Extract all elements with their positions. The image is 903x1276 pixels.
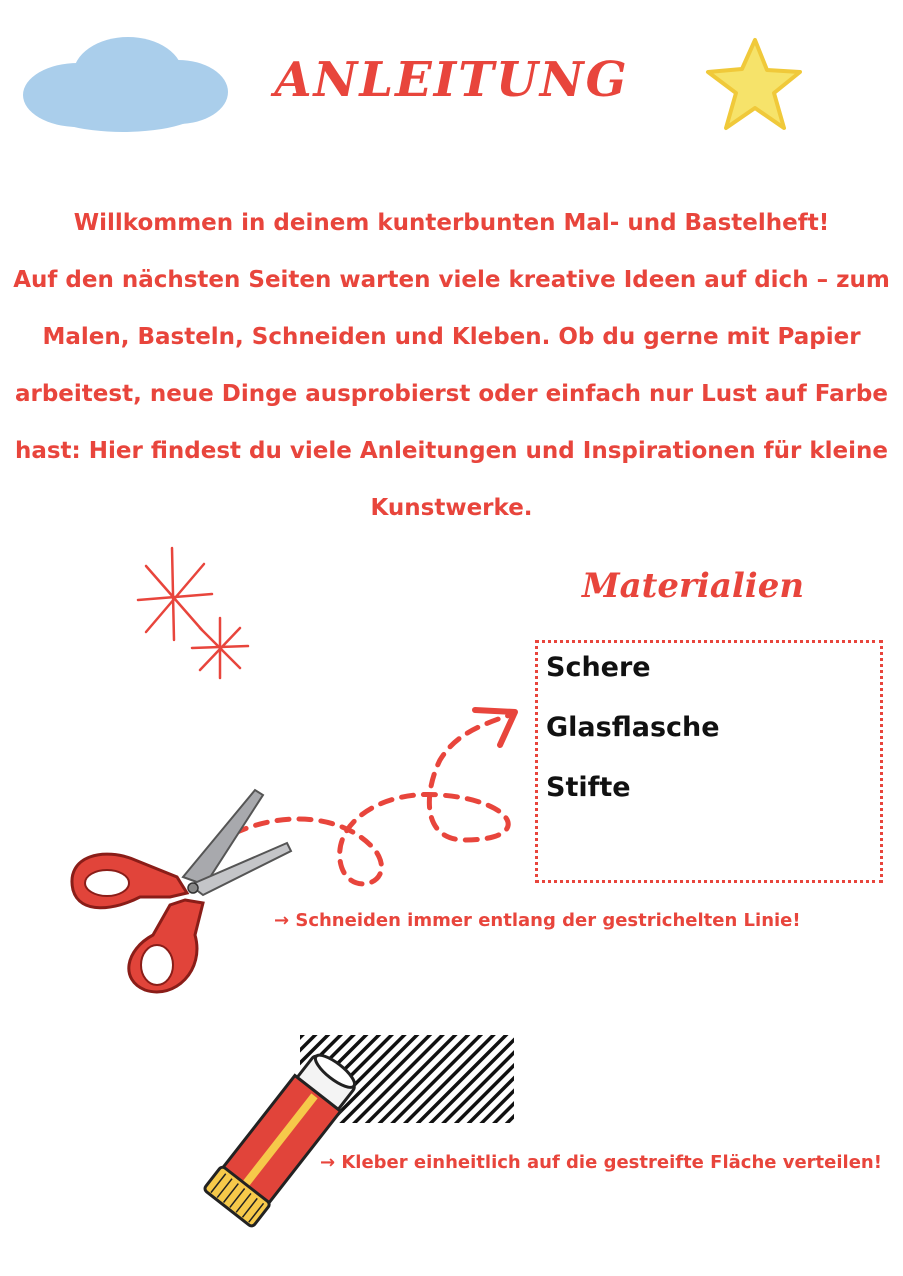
intro-line: hast: Hier findest du viele Anleitungen und Inspirationen für kleine <box>14 438 889 464</box>
intro-line: Willkommen in deinem kunterbunten Mal- und Bastelheft! <box>73 210 830 236</box>
material-item: Stifte <box>546 772 631 803</box>
material-item: Schere <box>546 652 651 683</box>
scissors-icon <box>65 785 295 1005</box>
scissors-note: → Schneiden immer entlang der gestrichelten Linie! <box>274 910 801 931</box>
intro-line: Auf den nächsten Seiten warten viele kreative Ideen auf dich – zum <box>13 267 890 293</box>
star-icon <box>700 36 805 136</box>
material-item: Glasflasche <box>546 712 720 743</box>
intro-text <box>0 195 903 537</box>
intro-line: arbeitest, neue Dinge ausprobierst oder einfach nur Lust auf Farbe <box>14 381 888 407</box>
glue-note: → Kleber einheitlich auf die gestreifte Fläche verteilen! <box>320 1152 882 1173</box>
glue-stick-icon <box>200 1040 360 1235</box>
intro-line: Kunstwerke. <box>370 495 533 521</box>
sparkle-icon <box>130 540 255 685</box>
intro-line: Malen, Basteln, Schneiden und Kleben. Ob du gerne mit Papier <box>42 324 861 350</box>
page-title: ANLEITUNG <box>274 52 629 108</box>
materials-heading: Materialien <box>582 566 805 606</box>
